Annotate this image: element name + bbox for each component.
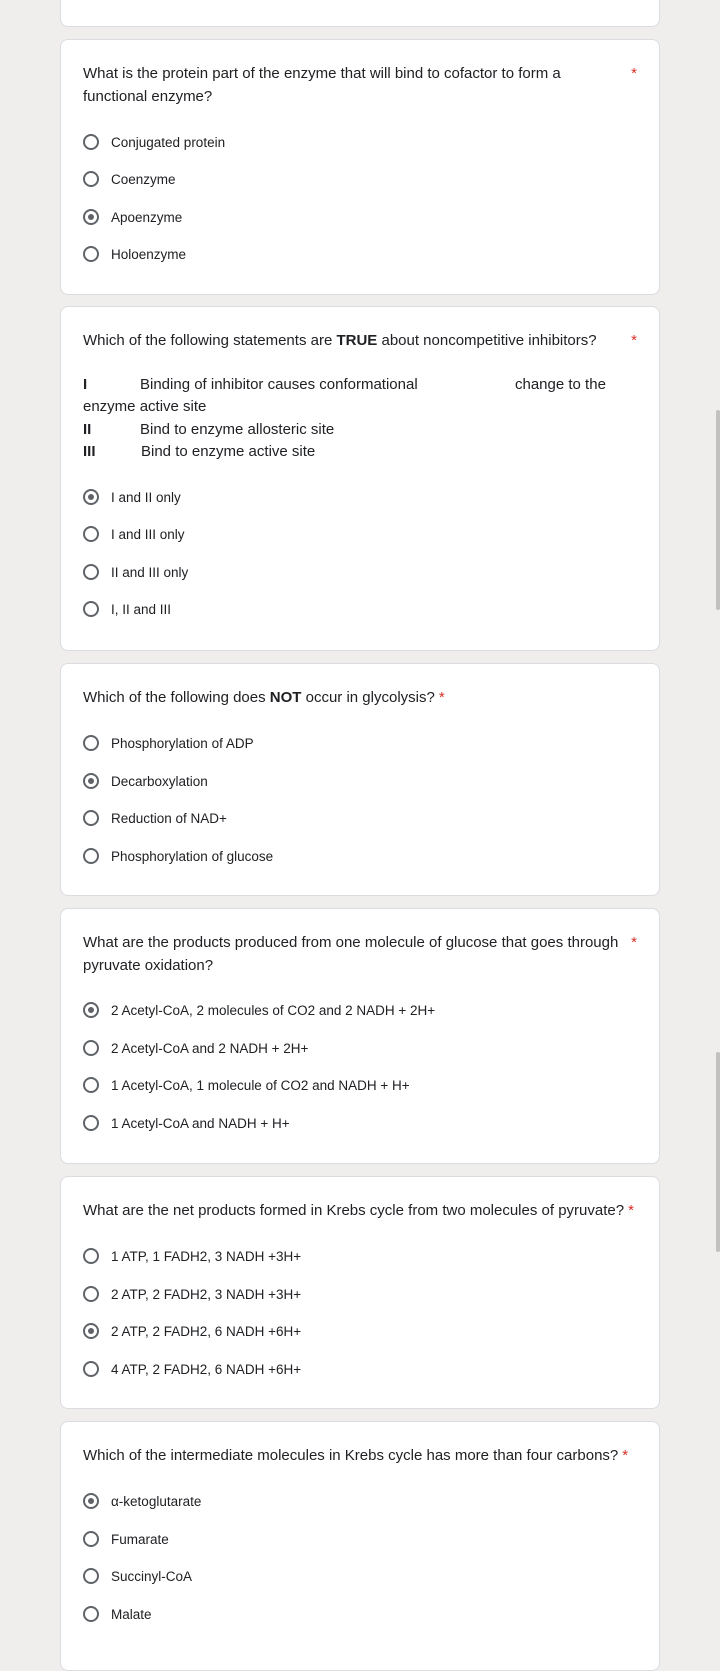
statement-2 (83, 419, 334, 441)
option-label: Conjugated protein (111, 134, 226, 150)
option-2-atp-2-fadh2-3-nadh[interactable] (83, 1282, 623, 1306)
radio-button[interactable] (83, 564, 99, 580)
radio-button[interactable] (83, 526, 99, 542)
statement-text-tail: change to the (515, 376, 606, 393)
option-label: Phosphorylation of glucose (111, 848, 274, 864)
statement-number: II (83, 421, 92, 438)
option-i-and-iii-only[interactable] (83, 522, 623, 546)
option-label: α-ketoglutarate (111, 1493, 202, 1509)
radio-button-selected[interactable] (83, 1002, 99, 1018)
statement-number: III (83, 443, 96, 460)
option-label: 4 ATP, 2 FADH2, 6 NADH +6H+ (111, 1361, 302, 1377)
option-phosphorylation-of-glucose[interactable] (83, 844, 623, 868)
radio-button[interactable] (83, 1115, 99, 1131)
option-label: Holoenzyme (111, 246, 187, 262)
option-label: Coenzyme (111, 171, 176, 187)
option-succinyl-coa[interactable] (83, 1564, 623, 1588)
option-reduction-of-nad[interactable] (83, 806, 623, 830)
option-1-atp-1-fadh2[interactable] (83, 1244, 623, 1268)
statement-1 (83, 374, 623, 396)
radio-button[interactable] (83, 1568, 99, 1584)
option-ii-and-iii-only[interactable] (83, 560, 623, 584)
option-label: Malate (111, 1606, 152, 1622)
scrollbar-thumb-secondary[interactable] (716, 1052, 720, 1252)
radio-button[interactable] (83, 171, 99, 187)
question-card-1 (60, 39, 660, 295)
option-i-and-ii-only[interactable] (83, 485, 623, 509)
option-label: 1 Acetyl-CoA and NADH + H+ (111, 1115, 290, 1131)
option-label: Fumarate (111, 1531, 169, 1547)
statement-1-continued: enzyme active site (83, 398, 207, 415)
radio-button-selected[interactable] (83, 1323, 99, 1339)
statement-text: Bind to enzyme active site (141, 443, 316, 460)
radio-button[interactable] (83, 134, 99, 150)
radio-button[interactable] (83, 1040, 99, 1056)
radio-button[interactable] (83, 1077, 99, 1093)
question-title: Which of the following statements are TRUE about noncompetitive inhibitors? (83, 332, 597, 349)
radio-button[interactable] (83, 1531, 99, 1547)
radio-button[interactable] (83, 1248, 99, 1264)
option-label: 1 Acetyl-CoA, 1 molecule of CO2 and NADH + H+ (111, 1077, 410, 1093)
radio-button[interactable] (83, 1286, 99, 1302)
radio-button-selected[interactable] (83, 1493, 99, 1509)
option-coenzyme[interactable] (83, 167, 623, 191)
option-1-acetyl-coa-1-co2[interactable] (83, 1073, 623, 1097)
question-title: What are the products produced from one molecule of glucose that goes through pyruvate oxidation? (83, 934, 619, 974)
required-asterisk: * (631, 65, 637, 82)
radio-button[interactable] (83, 1606, 99, 1622)
option-1-acetyl-coa-nadh[interactable] (83, 1111, 623, 1135)
option-label: 2 Acetyl-CoA, 2 molecules of CO2 and 2 NADH + 2H+ (111, 1002, 436, 1018)
option-label: Phosphorylation of ADP (111, 735, 254, 751)
statement-3 (83, 441, 315, 463)
question-title: Which of the intermediate molecules in Krebs cycle has more than four carbons? * (83, 1447, 629, 1464)
option-2-acetyl-coa-2-nadh[interactable] (83, 1036, 623, 1060)
option-label: 2 ATP, 2 FADH2, 3 NADH +3H+ (111, 1286, 302, 1302)
required-asterisk: * (622, 1447, 629, 1464)
radio-button[interactable] (83, 735, 99, 751)
question-card-4 (60, 908, 660, 1164)
radio-button-selected[interactable] (83, 209, 99, 225)
question-title: Which of the following does NOT occur in glycolysis? * (83, 689, 445, 706)
required-asterisk: * (631, 934, 637, 951)
scrollbar-thumb[interactable] (716, 410, 720, 610)
statement-text: Bind to enzyme allosteric site (140, 421, 335, 438)
radio-button[interactable] (83, 810, 99, 826)
radio-button[interactable] (83, 601, 99, 617)
radio-button-selected[interactable] (83, 773, 99, 789)
option-i-ii-and-iii[interactable] (83, 597, 623, 621)
statement-number: I (83, 376, 88, 393)
required-asterisk: * (438, 689, 445, 706)
option-2-acetyl-coa-2-co2[interactable] (83, 998, 623, 1022)
option-2-atp-2-fadh2-6-nadh[interactable] (83, 1319, 623, 1343)
option-label: II and III only (111, 564, 189, 580)
option-label: Succinyl-CoA (111, 1568, 193, 1584)
question-card-6 (60, 1421, 660, 1671)
question-card-2 (60, 306, 660, 651)
radio-button-selected[interactable] (83, 489, 99, 505)
option-label: 1 ATP, 1 FADH2, 3 NADH +3H+ (111, 1248, 302, 1264)
radio-button[interactable] (83, 848, 99, 864)
option-conjugated-protein[interactable] (83, 130, 623, 154)
radio-button[interactable] (83, 1361, 99, 1377)
option-decarboxylation[interactable] (83, 769, 623, 793)
required-asterisk: * (631, 332, 637, 349)
option-label: Apoenzyme (111, 209, 183, 225)
option-label: Reduction of NAD+ (111, 810, 227, 826)
option-label: I and III only (111, 526, 185, 542)
previous-question-card (60, 0, 660, 27)
question-card-3 (60, 663, 660, 896)
option-apoenzyme[interactable] (83, 205, 623, 229)
option-malate[interactable] (83, 1602, 623, 1626)
question-card-5 (60, 1176, 660, 1409)
statement-text: Binding of inhibitor causes conformational (140, 376, 418, 393)
option-fumarate[interactable] (83, 1527, 623, 1551)
radio-button[interactable] (83, 246, 99, 262)
question-title: What are the net products formed in Krebs cycle from two molecules of pyruvate? * (83, 1202, 634, 1219)
option-holoenzyme[interactable] (83, 242, 623, 266)
question-title: What is the protein part of the enzyme that will bind to cofactor to form a functional enzyme? (83, 65, 561, 105)
option-alpha-ketoglutarate[interactable] (83, 1489, 623, 1513)
option-label: I, II and III (111, 601, 172, 617)
option-label: 2 ATP, 2 FADH2, 6 NADH +6H+ (111, 1323, 302, 1339)
option-4-atp-2-fadh2[interactable] (83, 1357, 623, 1381)
required-asterisk: * (628, 1202, 634, 1219)
option-label: I and II only (111, 489, 181, 505)
option-label: 2 Acetyl-CoA and 2 NADH + 2H+ (111, 1040, 309, 1056)
option-phosphorylation-of-adp[interactable] (83, 731, 623, 755)
option-label: Decarboxylation (111, 773, 208, 789)
